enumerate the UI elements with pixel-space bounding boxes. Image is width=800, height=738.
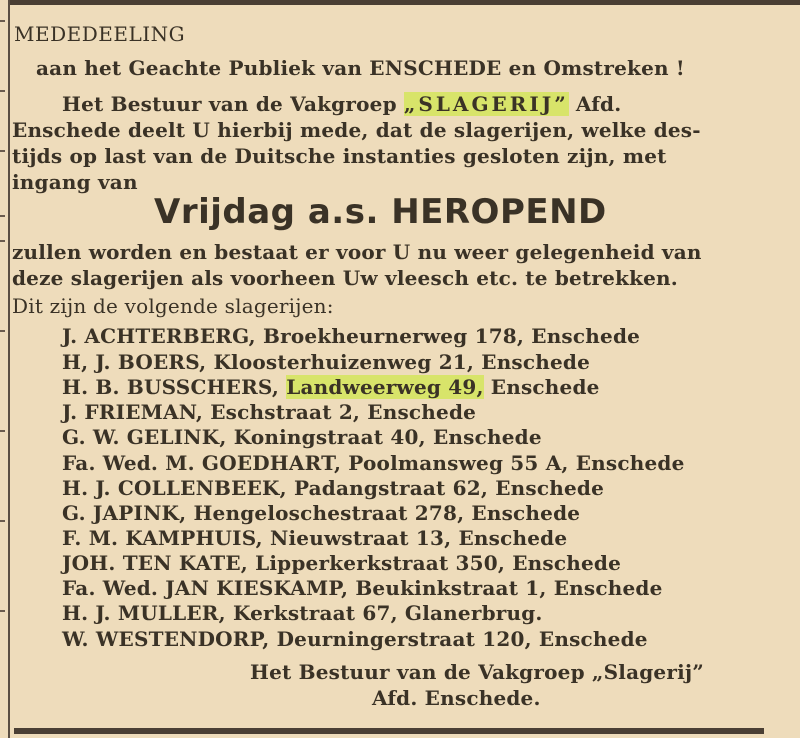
butcher-entry: H, J. BOERS, Kloosterhuizenweg 21, Enschede — [62, 350, 591, 374]
intro-line-1-after: Afd. — [568, 92, 622, 116]
bottom-border-rule — [14, 728, 764, 734]
butcher-entry — [62, 375, 600, 399]
notice-heading: MEDEDEELING — [14, 22, 186, 46]
butcher-entry: W. WESTENDORP, Deurningerstraat 120, Enschede — [62, 627, 648, 651]
left-column-rule — [8, 0, 10, 738]
body-line-3: Dit zijn de volgende slagerijen: — [12, 294, 334, 318]
butcher-entry: J. ACHTERBERG, Broekheurnerweg 178, Enschede — [62, 324, 641, 348]
butcher-entry: Fa. Wed. JAN KIESKAMP, Beukinkstraat 1, Enschede — [62, 576, 663, 600]
butcher-entry: G. W. GELINK, Koningstraat 40, Enschede — [62, 425, 542, 449]
top-border-rule-right — [752, 0, 800, 5]
signature-line-2: Afd. Enschede. — [372, 686, 541, 710]
intro-line-1-before: Het Bestuur van de Vakgroep — [62, 92, 404, 116]
butcher-entry: F. M. KAMPHUIS, Nieuwstraat 13, Enschede — [62, 526, 568, 550]
intro-line-1 — [62, 92, 621, 116]
butcher-entry-city: Enschede — [483, 375, 600, 399]
butcher-entry: H. J. COLLENBEEK, Padangstraat 62, Enschede — [62, 476, 604, 500]
butcher-entry-name: H. B. BUSSCHERS, — [62, 375, 287, 399]
body-line-2: deze slagerijen als voorheen Uw vleesch etc. te betrekken. — [12, 266, 678, 290]
headline: Vrijdag a.s. HEROPEND — [154, 192, 607, 232]
left-margin-marks — [0, 0, 8, 738]
intro-line-4: ingang van — [12, 170, 138, 194]
signature-line-1: Het Bestuur van de Vakgroep „Slagerij” — [250, 660, 705, 684]
butcher-entry: J. FRIEMAN, Eschstraat 2, Enschede — [62, 400, 477, 424]
butcher-entry: Fa. Wed. M. GOEDHART, Poolmansweg 55 A, Enschede — [62, 451, 685, 475]
top-border-rule — [10, 0, 752, 5]
intro-line-3: tijds op last van de Duitsche instanties gesloten zijn, met — [12, 144, 667, 168]
vakgroep-name-highlight: „SLAGERIJ” — [403, 92, 569, 116]
butcher-entry: H. J. MULLER, Kerkstraat 67, Glanerbrug. — [62, 601, 543, 625]
butcher-entry: JOH. TEN KATE, Lipperkerkstraat 350, Enschede — [62, 551, 622, 575]
notice-subheading: aan het Geachte Publiek van ENSCHEDE en Omstreken ! — [36, 56, 685, 80]
butcher-entry: G. JAPINK, Hengeloschestraat 278, Enschede — [62, 501, 581, 525]
intro-line-2: Enschede deelt U hierbij mede, dat de slagerijen, welke des- — [12, 118, 701, 142]
body-line-1: zullen worden en bestaat er voor U nu weer gelegenheid van — [12, 240, 702, 264]
address-highlight: Landweerweg 49, — [286, 375, 484, 399]
